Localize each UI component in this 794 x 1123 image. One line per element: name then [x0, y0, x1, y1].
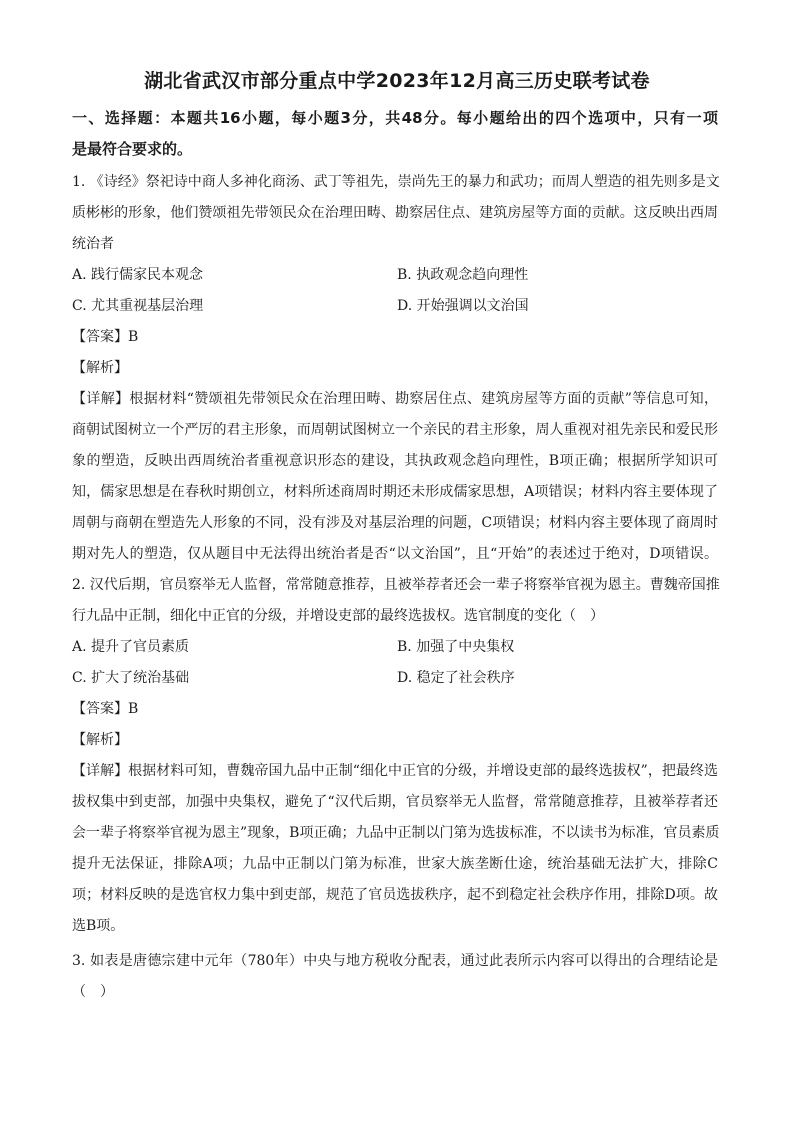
q1-stem-line-1: 1. 《诗经》祭祀诗中商人多神化商汤、武丁等祖先，崇尚先王的暴力和武功；而周人塑造的祖先则多是文 [72, 174, 720, 190]
q2-detail-line-6: 选B项。 [72, 918, 125, 934]
q1-option-c: C. 尤其重视基层治理 [72, 298, 204, 314]
q2-detail-line-2: 拔权集中到吏部，加强中央集权，避免了“汉代后期，官员察举无人监督，常常随意推荐，且被举荐者还 [72, 794, 718, 810]
q1-option-d: D. 开始强调以文治国 [397, 298, 529, 314]
q1-detail-line-4: 知，儒家思想是在春秋时期创立，材料所述商周时期还未形成儒家思想，A项错误；材料内容主要体现了 [72, 484, 718, 500]
q1-stem-line-2: 质彬彬的形象，他们赞颂祖先带领民众在治理田畴、勘察居住点、建筑房屋等方面的贡献。这反映出西周 [72, 205, 718, 221]
q1-detail-line-2: 商朝试图树立一个严厉的君主形象，而周朝试图树立一个亲民的君主形象，周人重视对祖先亲民和爱民形 [72, 422, 718, 438]
q2-option-c: C. 扩大了统治基础 [72, 670, 190, 686]
q2-option-b: B. 加强了中央集权 [397, 639, 515, 655]
q2-detail-line-5: 项；材料反映的是选官权力集中到吏部，规范了官员选拔秩序，起不到稳定社会秩序作用，排除D项。故 [72, 887, 718, 903]
q3-stem-line-2: （ ） [72, 984, 114, 1000]
q2-detail-line-4: 提升无法保证，排除A项；九品中正制以门第为标准，世家大族垄断仕途，统治基础无法扩大，排除C [72, 856, 718, 872]
q2-detail-line-1: 【详解】根据材料可知，曹魏帝国九品中正制“细化中正官的分级，并增设吏部的最终选拔权”，把最终选 [72, 763, 718, 779]
page-title: 湖北省武汉市部分重点中学2023年12月高三历史联考试卷 [144, 70, 650, 92]
q1-stem-line-3: 统治者 [72, 236, 114, 252]
q1-option-a: A. 践行儒家民本观念 [72, 267, 204, 283]
q1-detail-line-3: 象的塑造，反映出西周统治者重视意识形态的建设，其执政观念趋向理性，B项正确；根据所学知识可 [72, 453, 718, 469]
q2-answer: 【答案】B [72, 701, 139, 717]
q2-option-d: D. 稳定了社会秩序 [397, 670, 515, 686]
q3-stem-line-1: 3. 如表是唐德宗建中元年（780年）中央与地方税收分配表，通过此表所示内容可以得出的合理结论是 [72, 953, 718, 969]
q2-stem-line-2: 行九品中正制，细化中正官的分级，并增设吏部的最终选拔权。选官制度的变化（ ） [72, 608, 604, 624]
q1-detail-line-5: 周朝与商朝在塑造先人形象的不同，没有涉及对基层治理的问题，C项错误；材料内容主要体现了商周时 [72, 515, 718, 531]
q1-analysis-label: 【解析】 [72, 360, 128, 376]
q2-option-a: A. 提升了官员素质 [72, 639, 190, 655]
q2-stem-line-1: 2. 汉代后期，官员察举无人监督，常常随意推荐，且被举荐者还会一辈子将察举官视为恩主。曹魏帝国推 [72, 577, 720, 593]
q2-analysis-label: 【解析】 [72, 732, 128, 748]
q1-detail-line-1: 【详解】根据材料“赞颂祖先带领民众在治理田畴、勘察居住点、建筑房屋等方面的贡献”等信息可知， [72, 391, 718, 407]
q2-detail-line-3: 会一辈子将察举官视为恩主”现象，B项正确；九品中正制以门第为选拔标准，不以读书为标准，官员素质 [72, 825, 720, 841]
q1-detail-line-6: 期对先人的塑造，仅从题目中无法得出统治者是否“以文治国”，且“开始”的表述过于绝对，D项错误。 [72, 546, 718, 562]
section-heading-line-1: 一、选择题：本题共16小题，每小题3分，共48分。每小题给出的四个选项中，只有一项 [72, 109, 718, 127]
q1-answer: 【答案】B [72, 329, 139, 345]
section-heading-line-2: 是最符合要求的。 [72, 140, 193, 158]
q1-option-b: B. 执政观念趋向理性 [397, 267, 529, 283]
